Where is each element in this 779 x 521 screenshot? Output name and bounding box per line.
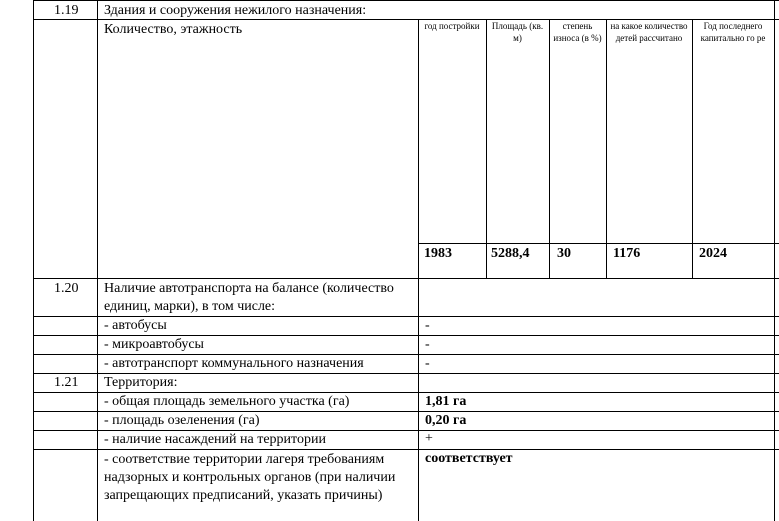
rule bbox=[33, 335, 779, 336]
rule bbox=[33, 449, 779, 450]
list-item-label: - автотранспорт коммунального назначения bbox=[104, 356, 364, 371]
list-item-label: - наличие насаждений на территории bbox=[104, 432, 326, 447]
list-item-value: + bbox=[425, 431, 433, 446]
list-item-value: - bbox=[425, 356, 430, 371]
cell-value: 2024 bbox=[699, 246, 727, 261]
rule bbox=[774, 0, 775, 521]
column-header: на какое количество детей рассчитано bbox=[610, 21, 688, 43]
rule bbox=[33, 278, 779, 279]
column-header: год постройки bbox=[424, 21, 480, 31]
list-item-value: - bbox=[425, 337, 430, 352]
cell-value: 1176 bbox=[613, 246, 641, 261]
row-title: Наличие автотранспорта на балансе (количество единиц, марки), в том числе: bbox=[104, 281, 394, 314]
list-item-value: 0,20 га bbox=[425, 413, 467, 428]
rule bbox=[33, 411, 779, 412]
row-subtitle: Количество, этажность bbox=[104, 22, 243, 37]
rule bbox=[606, 19, 607, 278]
rule bbox=[33, 373, 779, 374]
column-header: Год последнего капитально го ре bbox=[700, 21, 766, 43]
cell-value: 30 bbox=[557, 246, 571, 261]
rule bbox=[418, 19, 419, 521]
rule bbox=[33, 392, 779, 393]
row-title: Территория: bbox=[104, 375, 178, 390]
list-item-label: - площадь озеленения (га) bbox=[104, 413, 260, 428]
row-number: 1.21 bbox=[54, 375, 79, 390]
cell-value: 5288,4 bbox=[491, 246, 530, 261]
list-item-label: - общая площадь земельного участка (га) bbox=[104, 394, 350, 409]
list-item-value: соответствует bbox=[425, 451, 513, 466]
rule bbox=[418, 243, 779, 244]
column-header: Площадь (кв. м) bbox=[491, 21, 544, 43]
rule bbox=[33, 430, 779, 431]
list-item-value: 1,81 га bbox=[425, 394, 467, 409]
list-item-label: - автобусы bbox=[104, 318, 167, 333]
row-title: Здания и сооружения нежилого назначения: bbox=[104, 3, 367, 18]
rule bbox=[97, 0, 98, 521]
rule bbox=[549, 19, 550, 278]
rule bbox=[33, 0, 779, 1]
rule bbox=[33, 316, 779, 317]
row-number: 1.19 bbox=[54, 3, 79, 18]
row-number: 1.20 bbox=[54, 281, 79, 296]
rule bbox=[33, 354, 779, 355]
list-item-label: - соответствие территории лагеря требованиям надзорных и контрольных органов (при наличии запрещающих предписаний, указать причины) bbox=[104, 452, 396, 503]
list-item-label: - микроавтобусы bbox=[104, 337, 204, 352]
list-item-value: - bbox=[425, 318, 430, 333]
rule bbox=[486, 19, 487, 278]
rule bbox=[33, 0, 34, 521]
column-header: степень износа (в %) bbox=[553, 21, 602, 43]
cell-value: 1983 bbox=[424, 246, 452, 261]
rule bbox=[692, 19, 693, 278]
